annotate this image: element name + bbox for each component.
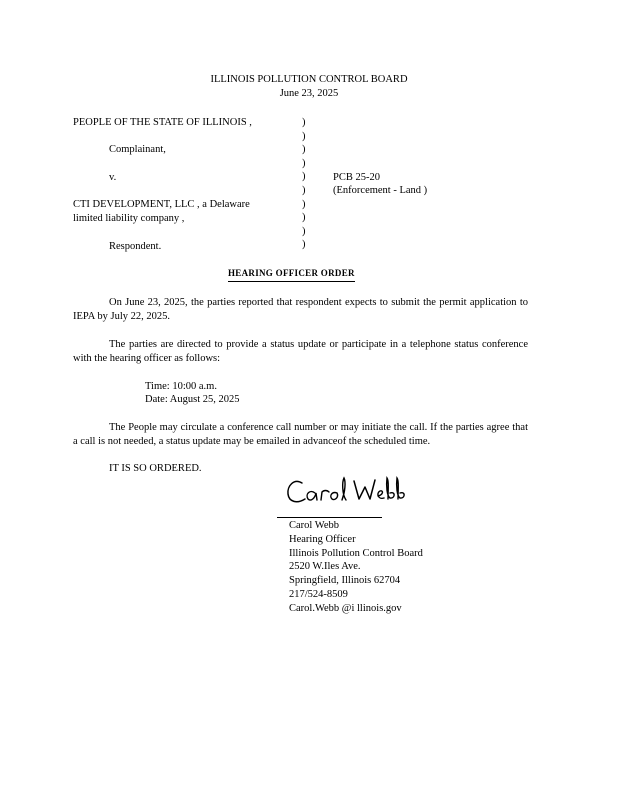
signer-agency: Illinois Pollution Control Board <box>289 547 423 559</box>
conference-date: Date: August 25, 2025 <box>145 394 240 405</box>
handwritten-signature <box>284 472 418 512</box>
signature-text <box>0 0 1 1</box>
paren: ) <box>302 184 306 196</box>
conference-time: Time: 10:00 a.m. <box>145 381 217 392</box>
order-title: HEARING OFFICER ORDER <box>228 268 355 282</box>
respondent-role: Respondent. <box>109 241 162 252</box>
signer-phone: 217/524-8509 <box>289 588 348 600</box>
signer-title: Hearing Officer <box>289 533 356 545</box>
paren: ) <box>302 239 306 251</box>
signer-address-city: Springfield, Illinois 62704 <box>289 575 401 587</box>
case-number: PCB 25-20 <box>333 172 380 183</box>
complainant-name: PEOPLE OF THE STATE OF ILLINOIS , <box>73 117 252 128</box>
signer-email: Carol.Webb @i llinois.gov <box>289 602 402 614</box>
paren: ) <box>302 225 306 237</box>
paren: ) <box>302 157 306 169</box>
paragraph-directive: The parties are directed to provide a status update or participate in a telephone status conference with the hearing officer as follows: <box>73 339 528 364</box>
order-date: June 23, 2025 <box>279 88 339 99</box>
respondent-name-line2: limited liability company , <box>73 213 185 224</box>
paren: ) <box>302 144 306 156</box>
paren: ) <box>302 212 306 224</box>
paren: ) <box>302 130 306 142</box>
so-ordered: IT IS SO ORDERED. <box>109 463 202 474</box>
complainant-role: Complainant, <box>109 144 166 155</box>
caption-parentheses <box>302 116 306 252</box>
paragraph-call-instructions: The People may circulate a conference call number or may initiate the call. If the parties agree that a call is not needed, a status update may be emailed in advanceof the scheduled time. <box>73 422 528 447</box>
paren: ) <box>302 171 306 183</box>
paragraph-status: On June 23, 2025, the parties reported that respondent expects to submit the permit application to IEPA by July 22, 2025. <box>73 297 528 322</box>
signer-name: Carol Webb <box>289 520 339 531</box>
versus-label: v. <box>109 172 117 183</box>
respondent-name-line1: CTI DEVELOPMENT, LLC , a Delaware <box>73 199 250 210</box>
signature-line <box>277 517 382 518</box>
signature-block <box>289 519 423 616</box>
paren: ) <box>302 117 306 128</box>
signer-address-street: 2520 W.Iles Ave. <box>289 561 361 573</box>
paren: ) <box>302 198 306 210</box>
case-type: (Enforcement - Land ) <box>333 185 428 196</box>
agency-heading: ILLINOIS POLLUTION CONTROL BOARD <box>210 74 408 85</box>
